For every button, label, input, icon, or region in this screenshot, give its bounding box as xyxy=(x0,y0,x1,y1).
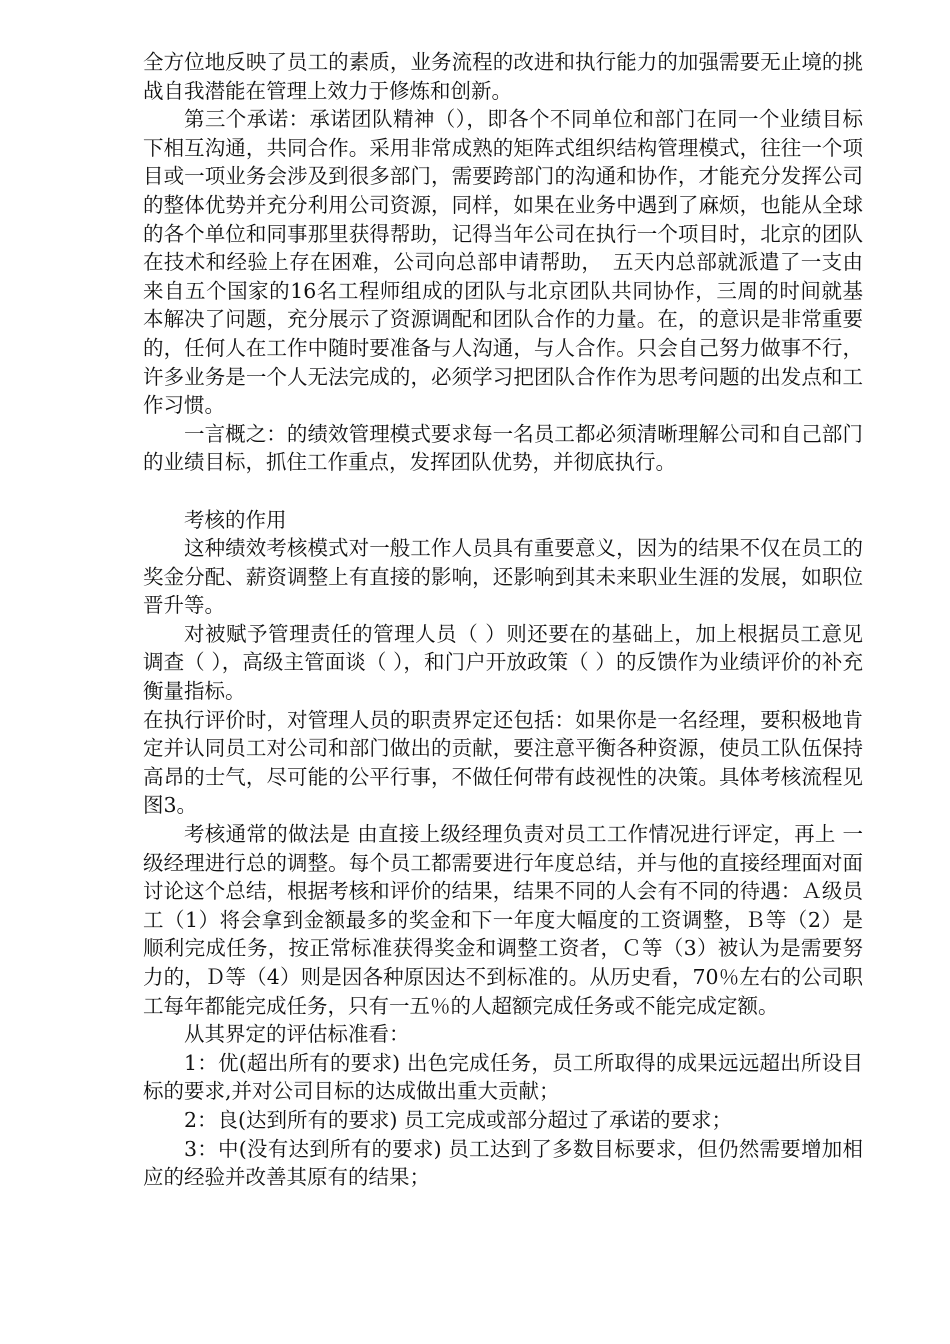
criteria-item-1: 1：优(超出所有的要求) 出色完成任务，员工所取得的成果远远超出所设目标的要求,并对公司目标的达成做出重大贡献； xyxy=(143,1050,863,1104)
paragraph-assessment-role: 这种绩效考核模式对一般工作人员具有重要意义，因为的结果不仅在员工的奖金分配、薪资调整上有直接的影响，还影响到其未来职业生涯的发展，如职位晋升等。 xyxy=(143,536,863,618)
paragraph-teamwork-promise: 第三个承诺：承诺团队精神（），即各个不同单位和部门在同一个业绩目标下相互沟通，共同合作。采用非常成熟的矩阵式组织结构管理模式，往往一个项目或一项业务会涉及到很多部门，需要跨部门的沟通和协作，才能充分发挥公司的整体优势并充分利用公司资源，同样，如果在业务中遇到了麻烦，也能从全球的各个单位和同事那里获得帮助，记得当年公司在执行一个项目时，北京的团队在技术和经验上存在困难，公司向总部申请帮助， 五天内总部就派遣了一支由来自五个国家的16名工程师组成的团队与北京团队共同协作，三周的时间就基本解决了问题，充分展示了资源调配和团队合作的力量。在，的意识是非常重要的，任何人在工作中随时要准备与人沟通，与人合作。只会自己努力做事不行，许多业务是一个人无法完成的，必须学习把团队合作作为思考问题的出发点和工作习惯。 xyxy=(143,107,863,418)
paragraph-manager-metrics: 对被赋予管理责任的管理人员（ ）则还要在的基础上，加上根据员工意见调查（ ），高级主管面谈（ ），和门户开放政策（ ）的反馈作为业绩评价的补充衡量指标。 xyxy=(143,621,863,704)
paragraph-summary: 一言概之：的绩效管理模式要求每一名员工都必须清晰理解公司和自己部门的业绩目标，抓住工作重点，发挥团队优势，并彻底执行。 xyxy=(143,421,863,475)
paragraph-assessment-process: 考核通常的做法是 由直接上级经理负责对员工工作情况进行评定，再上 一级经理进行总的调整。每个员工都需要进行年度总结，并与他的直接经理面对面讨论这个总结，根据考核和评价的结果，结果不同的人会有不同的待遇：Ａ级员工（1）将会拿到金额最多的奖金和下一年度大幅度的工资调整，Ｂ等（2）是顺利完成任务，按正常标准获得奖金和调整工资者，Ｃ等（3）被认为是需要努力的，Ｄ等（4）则是因各种原因达不到标准的。从历史看，70％左右的公司职工每年都能完成任务，只有一五％的人超额完成任务或不能完成定额。 xyxy=(143,822,863,1018)
paragraph-manager-duties: 在执行评价时，对管理人员的职责界定还包括：如果你是一名经理，要积极地肯定并认同员工对公司和部门做出的贡献，要注意平衡各种资源，使员工队伍保持高昂的士气，尽可能的公平行事，不做任何带有歧视性的决策。具体考核流程见图3。 xyxy=(143,707,863,818)
paragraph-1: 全方位地反映了员工的素质，业务流程的改进和执行能力的加强需要无止境的挑战自我潜能在管理上效力于修炼和创新。 xyxy=(143,50,863,103)
section-heading: 考核的作用 xyxy=(184,507,287,532)
blank-line xyxy=(143,477,863,506)
paragraph-criteria-intro: 从其界定的评估标准看： xyxy=(184,1022,410,1047)
document-page xyxy=(143,48,863,1192)
criteria-item-2: 2：良(达到所有的要求) 员工完成或部分超过了承诺的要求； xyxy=(184,1107,733,1132)
criteria-item-3: 3：中(没有达到所有的要求) 员工达到了多数目标要求，但仍然需要增加相应的经验并改善其原有的结果； xyxy=(143,1136,863,1190)
